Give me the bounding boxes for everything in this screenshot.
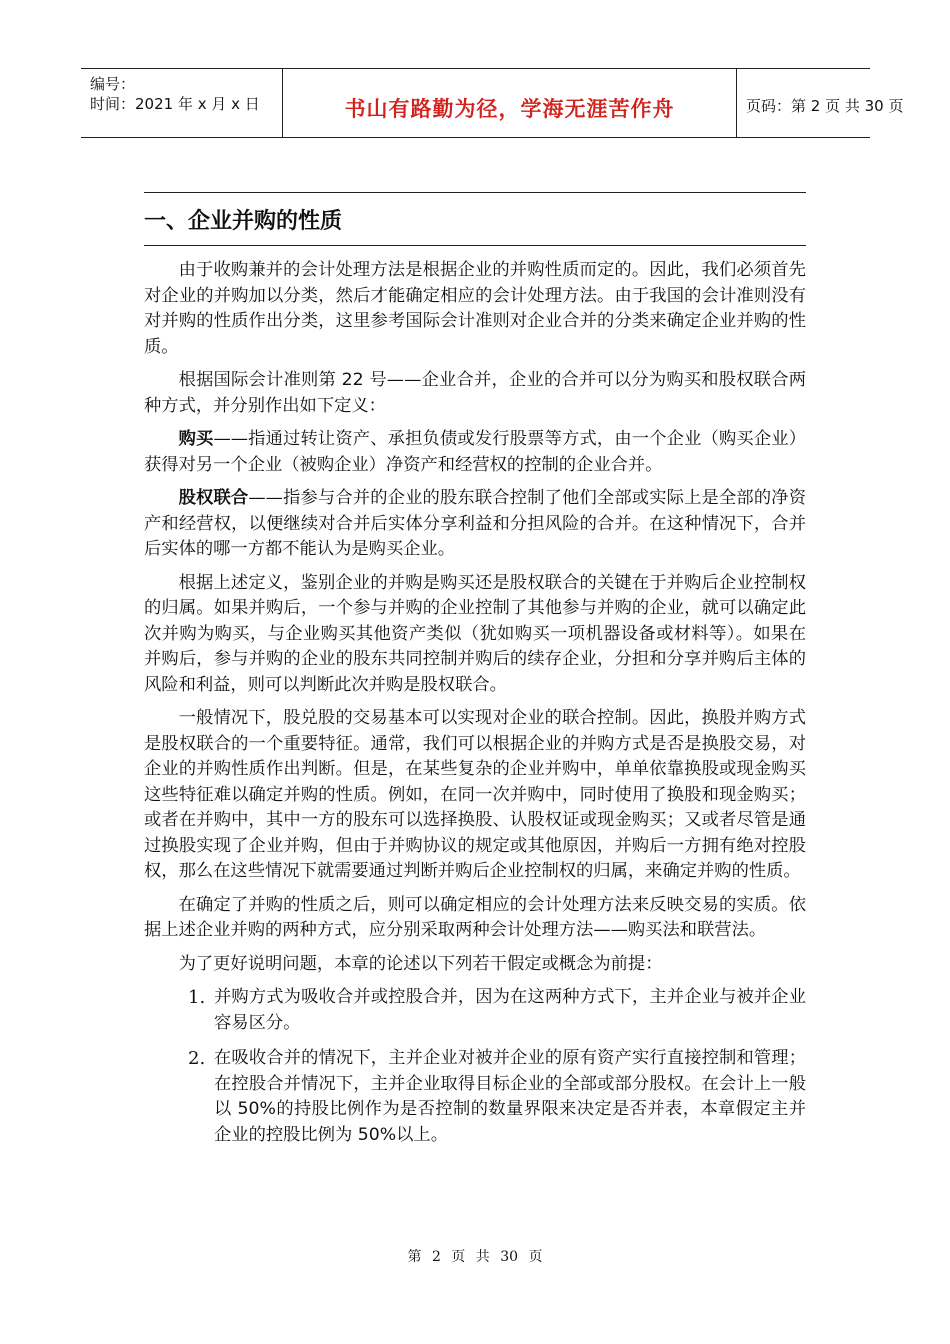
list-number: 1. (188, 987, 206, 1008)
definition-text: ——指参与合并的企业的股东联合控制了他们全部或实际上是全部的净资产和经营权，以便继续对合并后实体分享利益和分担风险的合并。在这种情况下，合并后实体的哪一方都不能认为是购买企业。 (144, 488, 806, 559)
paragraph: 在确定了并购的性质之后，则可以确定相应的会计处理方法来反映交易的实质。依据上述企业并购的两种方式，应分别采取两种会计处理方法——购买法和联营法。 (144, 894, 806, 940)
paragraph: 一般情况下，股兑股的交易基本可以实现对企业的联合控制。因此，换股并购方式是股权联合的一个重要特征。通常，我们可以根据企业的并购方式是否是换股交易，对企业的并购性质作出判断。但是，在某些复杂的企业并购中，单单依靠换股或现金购买这些特征难以确定并购的性质。例如，在同一次并购中，同时使用了换股和现金购买；或者在并购中，其中一方的股东可以选择换股、认股权证或现金购买；又或者尽管是通过换股实现了企业并购，但由于并购协议的规定或其他原因，并购后一方拥有绝对控股权，那么在这些情况下就需要通过判断并购后企业控制权的归属，来确定并购的性质。 (144, 708, 806, 881)
header-page-cell (737, 69, 904, 137)
paragraph: 根据上述定义，鉴别企业的并购是购买还是股权联合的关键在于并购后企业控制权的归属。如果并购后，一个参与并购的企业控制了其他参与并购的企业，就可以确定此次并购为购买，与企业购买其他资产类似（犹如购买一项机器设备或材料等）。如果在并购后，参与并购的企业的股东共同控制并购后的续存企业，分担和分享并购后主体的风险和利益，则可以判断此次并购是股权联合。 (144, 572, 806, 695)
term-pooling: 股权联合 (178, 488, 249, 508)
definition-text: ——指通过转让资产、承担负债或发行股票等方式，由一个企业（购买企业）获得对另一个企业（被购企业）净资产和经营权的控制的企业合并。 (144, 429, 806, 475)
paragraph: 根据国际会计准则第 22 号——企业合并，企业的合并可以分为购买和股权联合两种方式，并分别作出如下定义： (144, 370, 806, 416)
assumption-list (144, 985, 806, 1148)
paragraph: 由于收购兼并的会计处理方法是根据企业的并购性质而定的。因此，我们必须首先对企业的并购加以分类，然后才能确定相应的会计处理方法。由于我国的会计准则没有对并购的性质作出分类，这里参考国际会计准则对企业合并的分类来确定企业并购的性质。 (144, 260, 806, 357)
list-number: 2. (188, 1048, 206, 1069)
page-info: 页码：第 2 页 共 30 页 (746, 97, 904, 115)
number-label: 编号： (90, 75, 136, 93)
title-top-rule (144, 192, 806, 193)
document-body (144, 258, 806, 1158)
title-bottom-rule (144, 245, 806, 246)
header-motto-cell (283, 69, 737, 137)
paragraph: 为了更好说明问题，本章的论述以下列若干假定或概念为前提： (178, 953, 663, 974)
list-item (144, 985, 806, 1036)
header-table (81, 68, 904, 138)
motto: 书山有路勤为径，学海无涯苦作舟 (344, 97, 675, 121)
page-footer: 第 2 页 共 30 页 (407, 1249, 543, 1265)
section-title: 一、企业并购的性质 (144, 209, 343, 234)
list-text: 并购方式为吸收合并或控股合并，因为在这两种方式下，主并企业与被并企业容易区分。 (214, 987, 806, 1033)
term-purchase: 购买 (178, 429, 214, 449)
definition-pooling (144, 486, 806, 563)
definition-purchase (144, 427, 806, 478)
header-meta-cell (81, 69, 283, 137)
list-item (144, 1046, 806, 1148)
date-label: 时间：2021 年 x 月 x 日 (90, 95, 260, 113)
list-text: 在吸收合并的情况下，主并企业对被并企业的原有资产实行直接控制和管理；在控股合并情况下，主并企业取得目标企业的全部或部分股权。在会计上一般以 50%的持股比例作为是否控制的数量界限来决定是否并表，本章假定主并企业的控股比例为 50%以上。 (214, 1048, 806, 1145)
